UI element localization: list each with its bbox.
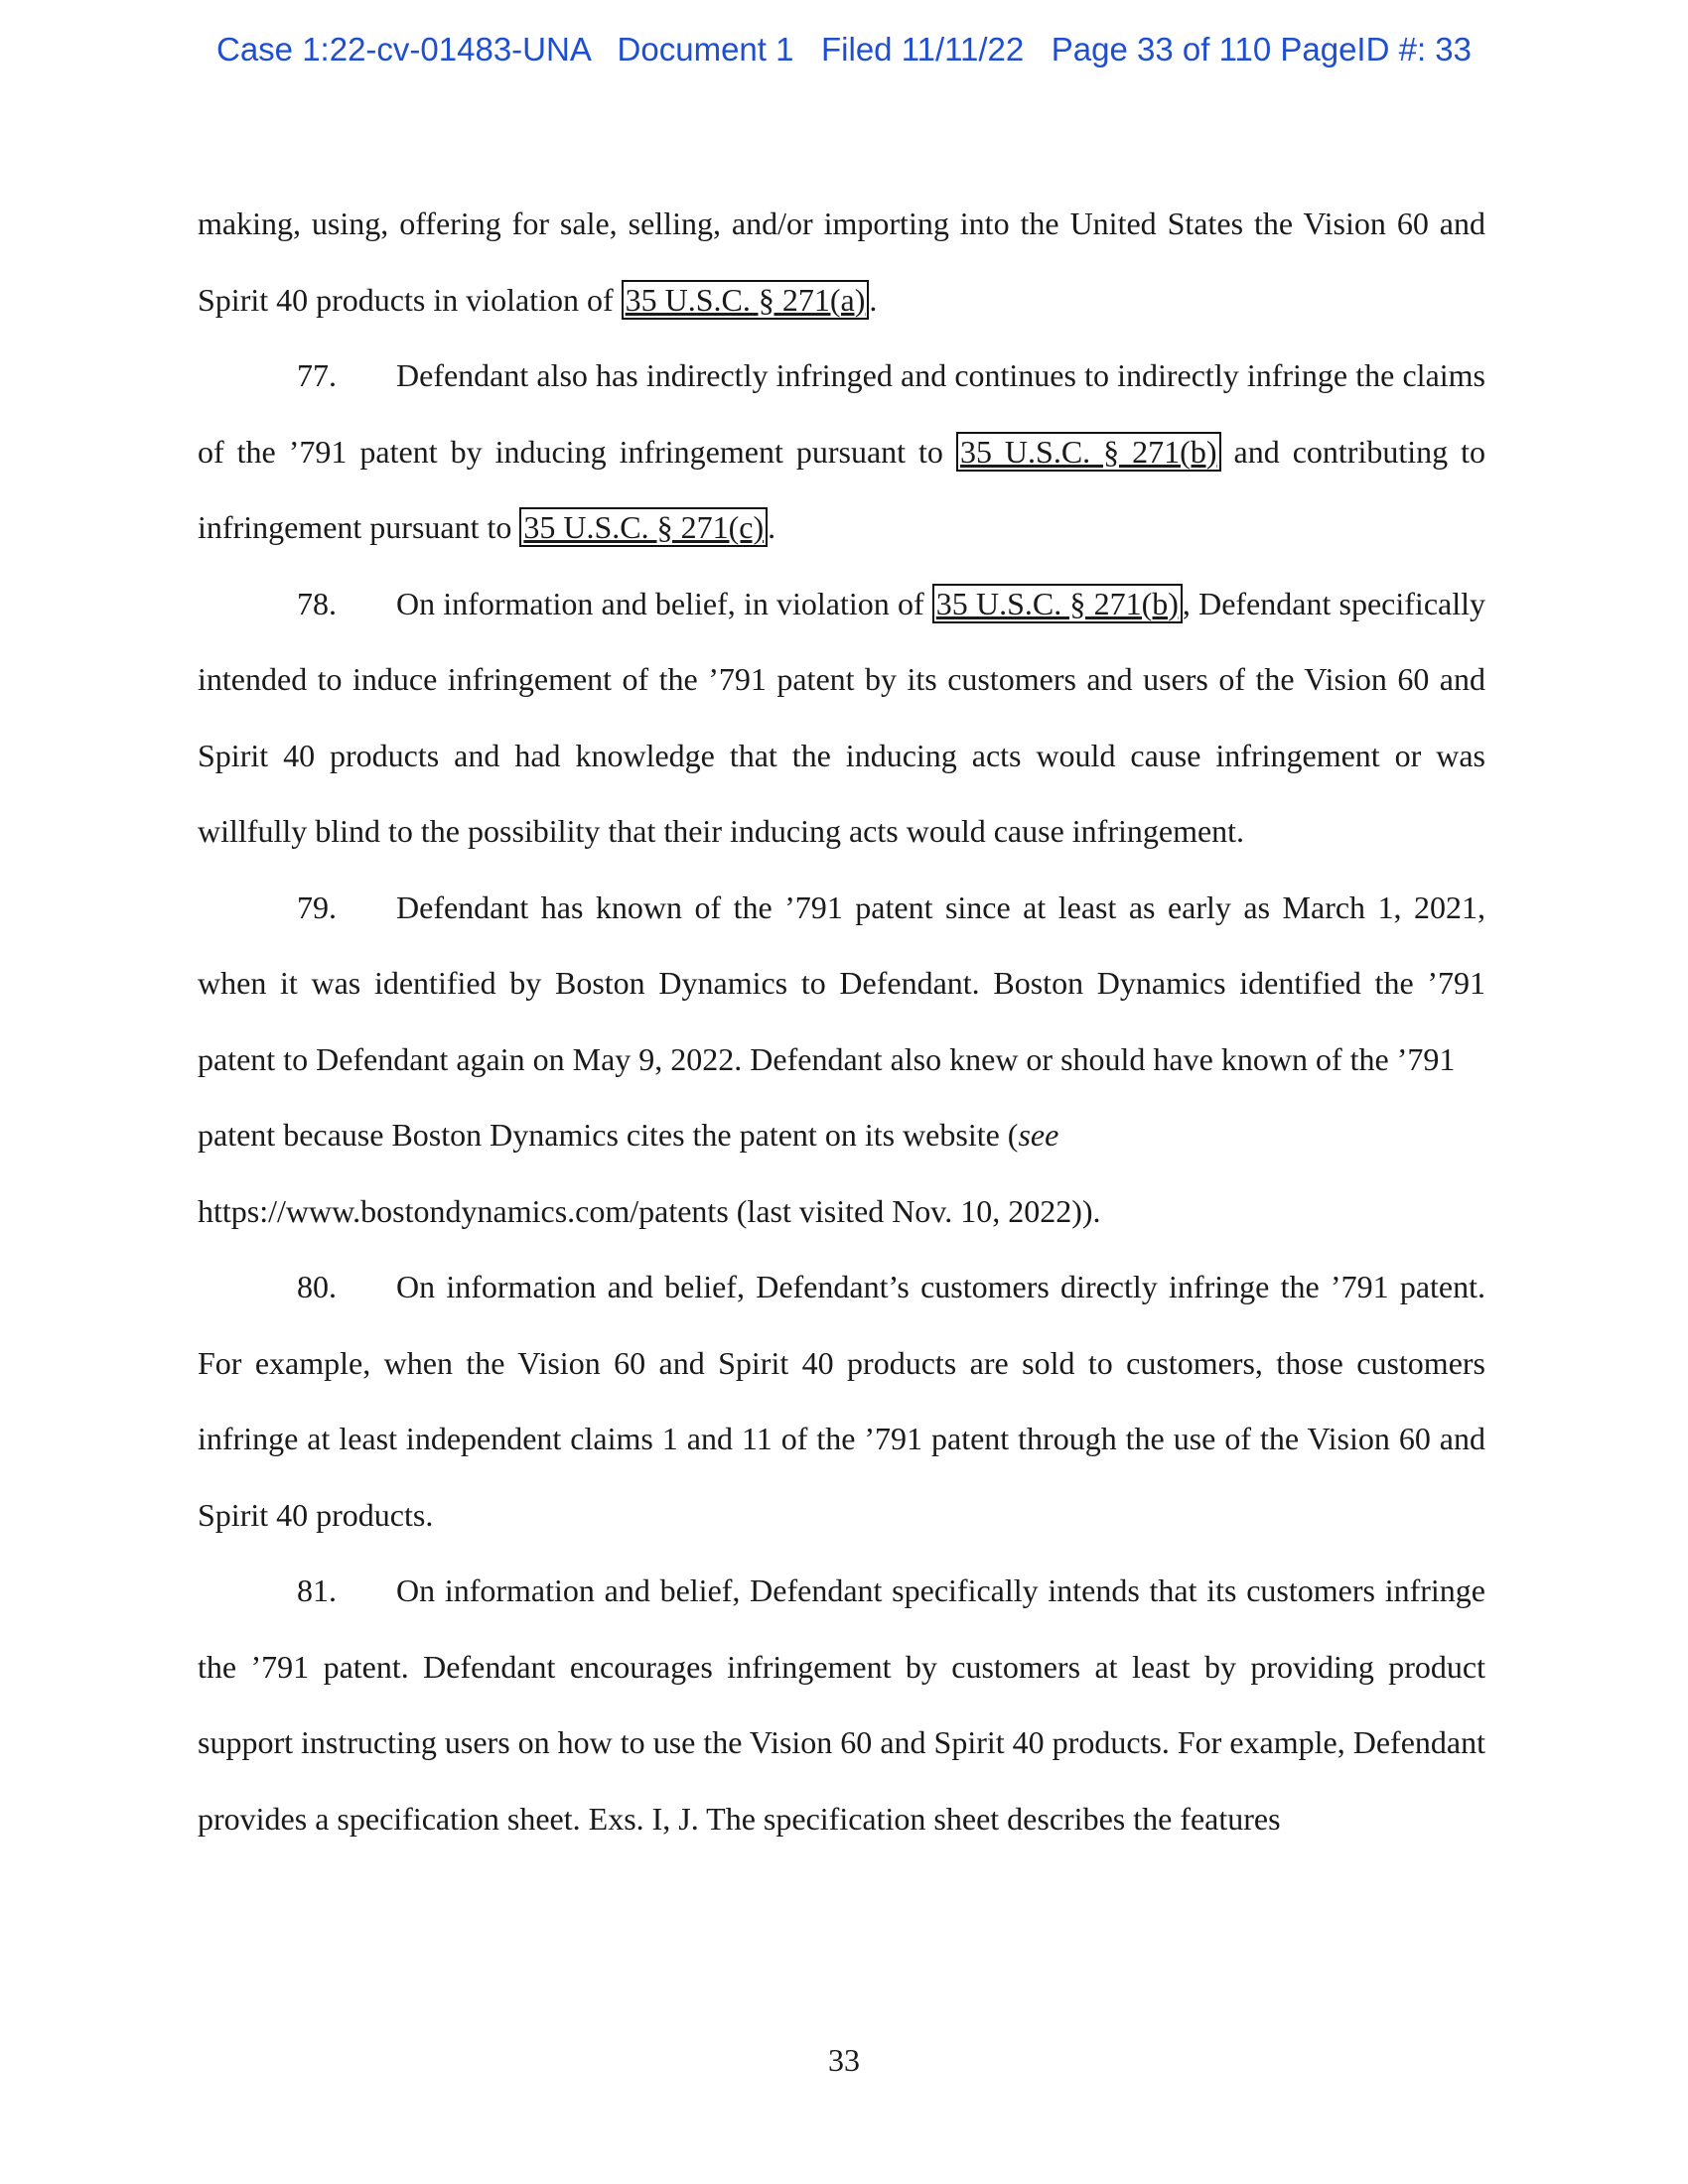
document-number: Document 1 [617, 31, 794, 68]
paragraph-78 [198, 566, 1485, 870]
paragraph-number: 80. [297, 1269, 337, 1304]
paragraph-81 [198, 1553, 1485, 1856]
page-number: 33 [828, 2042, 860, 2078]
case-header [0, 28, 1688, 71]
paragraph-80 [198, 1249, 1485, 1553]
paragraph-number: 77. [297, 357, 337, 393]
paragraph-79-line [198, 1097, 1485, 1173]
paragraph-text: Defendant has known of the ’791 patent since at least as early as March 1, 2021, when it was identified by Boston Dynamics to Defendant. Boston Dynamics identified the ’791 patent to Defendant again on May 9, 2022. Defendant also knew or should have known of the ’791 [198, 888, 1485, 1077]
citation-link[interactable]: 35 U.S.C. § 271(a) [622, 280, 870, 320]
paragraph-text: On information and belief, Defendant’s customers directly infringe the ’791 patent. For example, when the Vision 60 and Spirit 40 products are sold to customers, those customers infringe at least independent claims 1 and 11 of the ’791 patent through the use of the Vision 60 and Spirit 40 products. [198, 1269, 1485, 1533]
paragraph-79 [198, 870, 1485, 1098]
document-body [198, 186, 1485, 1856]
case-number: Case 1:22-cv-01483-UNA [216, 31, 591, 68]
paragraph-number: 78. [297, 585, 337, 621]
paragraph-number: 79. [297, 888, 337, 925]
citation-link[interactable]: 35 U.S.C. § 271(c) [519, 507, 768, 547]
paragraph-text: . [869, 281, 878, 318]
paragraph-number: 81. [297, 1572, 337, 1608]
paragraph-text: On information and belief, in violation of [396, 585, 932, 621]
website-reference: https://www.bostondynamics.com/patents (last visited Nov. 10, 2022)). [198, 1192, 1101, 1229]
filed-date: Filed 11/11/22 [821, 31, 1025, 68]
continuation-paragraph [198, 186, 1485, 338]
paragraph-text: patent because Boston Dynamics cites the patent on its website ( [198, 1117, 1019, 1153]
paragraph-text: . [768, 509, 776, 545]
page-id: Page 33 of 110 PageID #: 33 [1051, 31, 1472, 68]
citation-link[interactable]: 35 U.S.C. § 271(b) [956, 432, 1221, 472]
citation-link[interactable]: 35 U.S.C. § 271(b) [932, 584, 1183, 623]
paragraph-text: , Defendant specifically intended to induce infringement of the ’791 patent by its customers and users of the Vision 60 and Spirit 40 products and had knowledge that the inducing acts would cause infringement or was willfully blind to the possibility that their inducing acts would cause infringement. [198, 585, 1486, 849]
paragraph-text: and contributing to infringement pursuant to [198, 433, 1486, 545]
paragraph-79-url-line [198, 1173, 1485, 1250]
paragraph-text: Defendant also has indirectly infringed and continues to indirectly infringe the claims of the ’791 patent by inducing infringement pursuant to [198, 357, 1485, 470]
paragraph-77 [198, 338, 1485, 566]
signal-word: see [1018, 1117, 1059, 1153]
paragraph-text: making, using, offering for sale, selling, and/or importing into the United States the Vision 60 and Spirit 40 products in violation of [198, 205, 1485, 318]
paragraph-text: On information and belief, Defendant specifically intends that its customers infringe the ’791 patent. Defendant encourages infringement by customers at least by providing product support instructing users on how to use the Vision 60 and Spirit 40 products. For example, Defendant provides a specification sheet. Exs. I, J. The specification sheet describes the features [198, 1572, 1485, 1837]
